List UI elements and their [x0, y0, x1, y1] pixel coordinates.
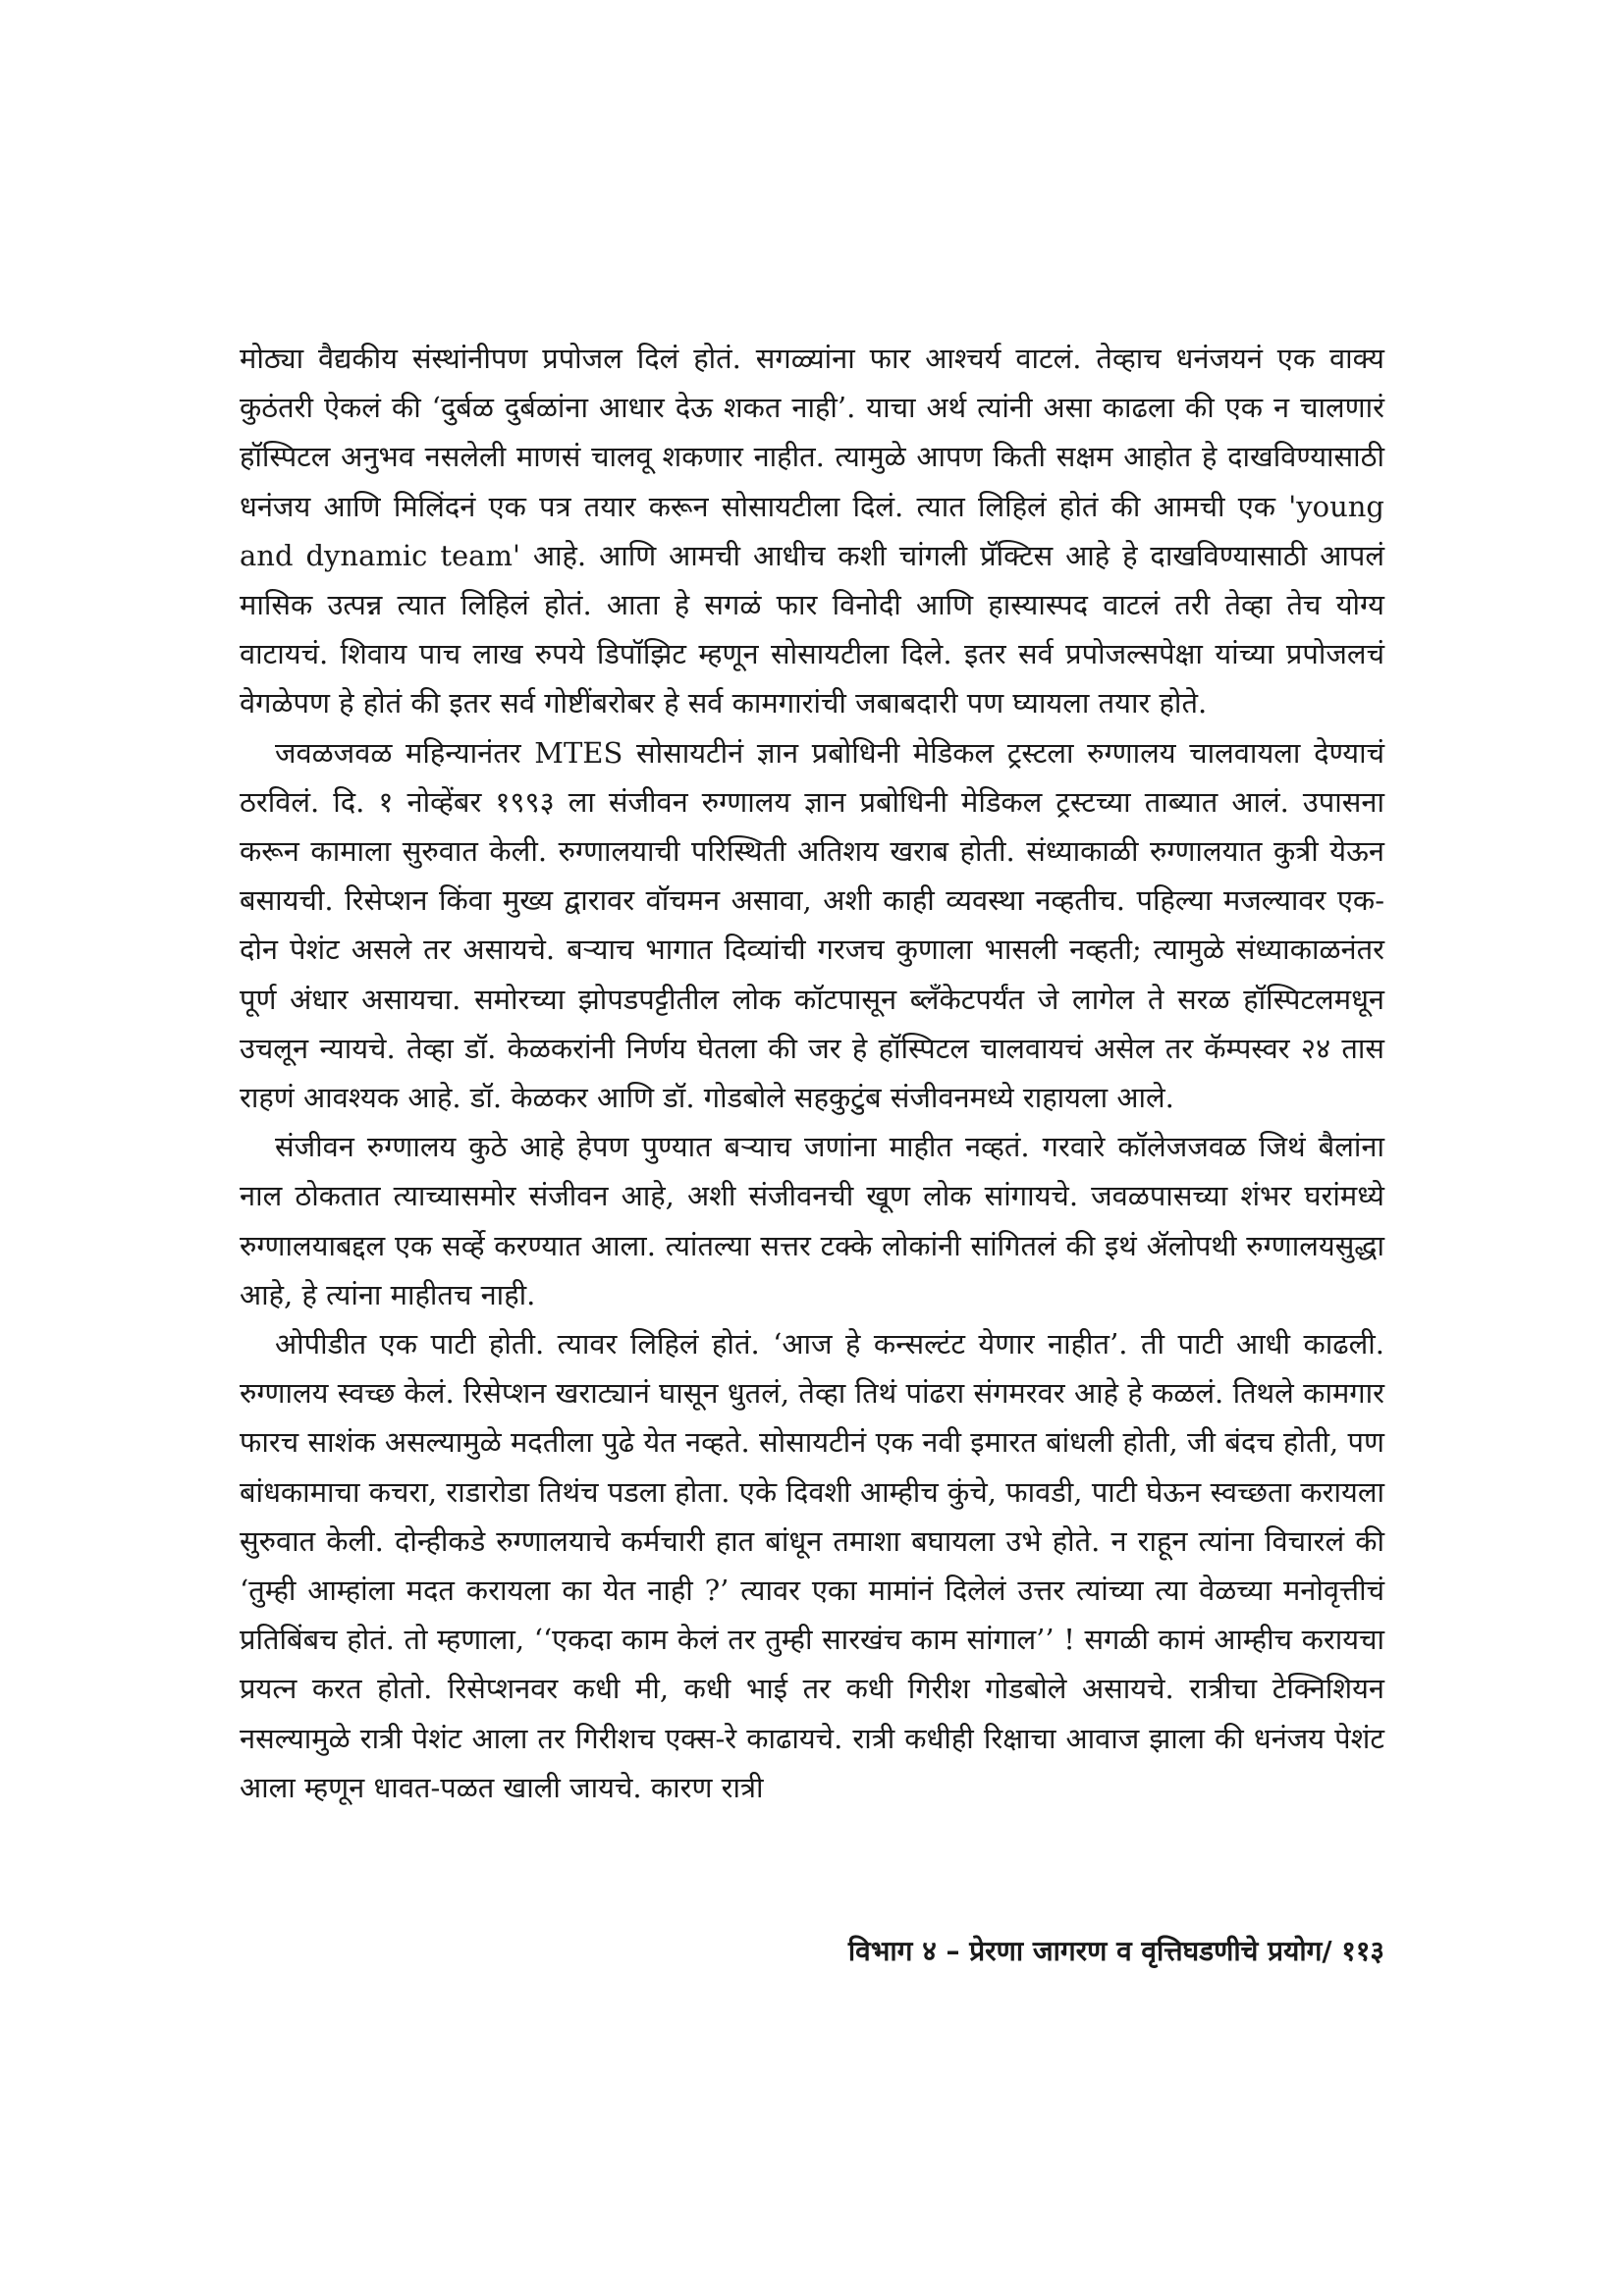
body-text [240, 334, 1384, 1812]
paragraph-2: जवळजवळ महिन्यानंतर MTES सोसायटीनं ज्ञान प्रबोधिनी मेडिकल ट्रस्टला रुग्णालय चालवायला देण्याचं ठरविलं. दि. १ नोव्हेंबर १९९३ ला संजीवन रुग्णालय ज्ञान प्रबोधिनी मेडिकल ट्रस्टच्या ताब्यात आलं. उपासना करून कामाला सुरुवात केली. रुग्णालयाची परिस्थिती अतिशय खराब होती. संध्याकाळी रुग्णालयात कुत्री येऊन बसायची. रिसेप्शन किंवा मुख्य द्वारावर वॉचमन असावा, अशी काही व्यवस्था नव्हतीच. पहिल्या मजल्यावर एक-दोन पेशंट असले तर असायचे. बऱ्याच भागात दिव्यांची गरजच कुणाला भासली नव्हती; त्यामुळे संध्याकाळनंतर पूर्ण अंधार असायचा. समोरच्या झोपडपट्टीतील लोक कॉटपासून ब्लँकेटपर्यंत जे लागेल ते सरळ हॉस्पिटलमधून उचलून न्यायचे. तेव्हा डॉ. केळकरांनी निर्णय घेतला की जर हे हॉस्पिटल चालवायचं असेल तर कॅम्पस्वर २४ तास राहणं आवश्यक आहे. डॉ. केळकर आणि डॉ. गोडबोले सहकुटुंब संजीवनमध्ये राहायला आले. [240, 735, 1384, 1115]
paragraph-3: संजीवन रुग्णालय कुठे आहे हेपण पुण्यात बऱ्याच जणांना माहीत नव्हतं. गरवारे कॉलेजजवळ जिथं बैलांना नाल ठोकतात त्याच्यासमोर संजीवन आहे, अशी संजीवनची खूण लोक सांगायचे. जवळपासच्या शंभर घरांमध्ये रुग्णालयाबद्दल एक सर्व्हे करण्यात आला. त्यांतल्या सत्तर टक्के लोकांनी सांगितलं की इथं ॲलोपथी रुग्णालयसुद्धा आहे, हे त्यांना माहीतच नाही. [240, 1130, 1384, 1311]
page-footer: विभाग ४ – प्रेरणा जागरण व वृत्तिघडणीचे प्रयोग/ ११३ [847, 1935, 1384, 1967]
paragraph-4: ओपीडीत एक पाटी होती. त्यावर लिहिलं होतं. ‘आज हे कन्सल्टंट येणार नाहीत’. ती पाटी आधी काढली. रुग्णालय स्वच्छ केलं. रिसेप्शन खराट्यानं घासून धुतलं, तेव्हा तिथं पांढरा संगमरवर आहे हे कळलं. तिथले कामगार फारच साशंक असल्यामुळे मदतीला पुढे येत नव्हते. सोसायटीनं एक नवी इमारत बांधली होती, जी बंदच होती, पण बांधकामाचा कचरा, राडारोडा तिथंच पडला होता. एके दिवशी आम्हीच कुंचे, फावडी, पाटी घेऊन स्वच्छता करायला सुरुवात केली. दोन्हीकडे रुग्णालयाचे कर्मचारी हात बांधून तमाशा बघायला उभे होते. न राहून त्यांना विचारलं की ‘तुम्ही आम्हांला मदत करायला का येत नाही ?’ त्यावर एका मामांनं दिलेलं उत्तर त्यांच्या त्या वेळच्या मनोवृत्तीचं प्रतिबिंबच होतं. तो म्हणाला, ‘‘एकदा काम केलं तर तुम्ही सारखंच काम सांगाल’’ ! सगळी कामं आम्हीच करायचा प्रयत्न करत होतो. रिसेप्शनवर कधी मी, कधी भाई तर कधी गिरीश गोडबोले असायचे. रात्रीचा टेक्निशियन नसल्यामुळे रात्री पेशंट आला तर गिरीशच एक्स-रे काढायचे. रात्री कधीही रिक्षाचा आवाज झाला की धनंजय पेशंट आला म्हणून धावत-पळत खाली जायचे. कारण रात्री [240, 1327, 1384, 1804]
paragraph-1: मोठ्या वैद्यकीय संस्थांनीपण प्रपोजल दिलं होतं. सगळ्यांना फार आश्चर्य वाटलं. तेव्हाच धनंजयनं एक वाक्य कुठंतरी ऐकलं की ‘दुर्बळ दुर्बळांना आधार देऊ शकत नाही’. याचा अर्थ त्यांनी असा काढला की एक न चालणारं हॉस्पिटल अनुभव नसलेली माणसं चालवू शकणार नाहीत. त्यामुळे आपण किती सक्षम आहोत हे दाखविण्यासाठी धनंजय आणि मिलिंदनं एक पत्र तयार करून सोसायटीला दिलं. त्यात लिहिलं होतं की आमची एक 'young and dynamic team' आहे. आणि आमची आधीच कशी चांगली प्रॅक्टिस आहे हे दाखविण्यासाठी आपलं मासिक उत्पन्न त्यात लिहिलं होतं. आता हे सगळं फार विनोदी आणि हास्यास्पद वाटलं तरी तेव्हा तेच योग्य वाटायचं. शिवाय पाच लाख रुपये डिपॉझिट म्हणून सोसायटीला दिले. इतर सर्व प्रपोजल्सपेक्षा यांच्या प्रपोजलचं वेगळेपण हे होतं की इतर सर्व गोष्टींबरोबर हे सर्व कामगारांची जबाबदारी पण घ्यायला तयार होते. [240, 342, 1384, 721]
